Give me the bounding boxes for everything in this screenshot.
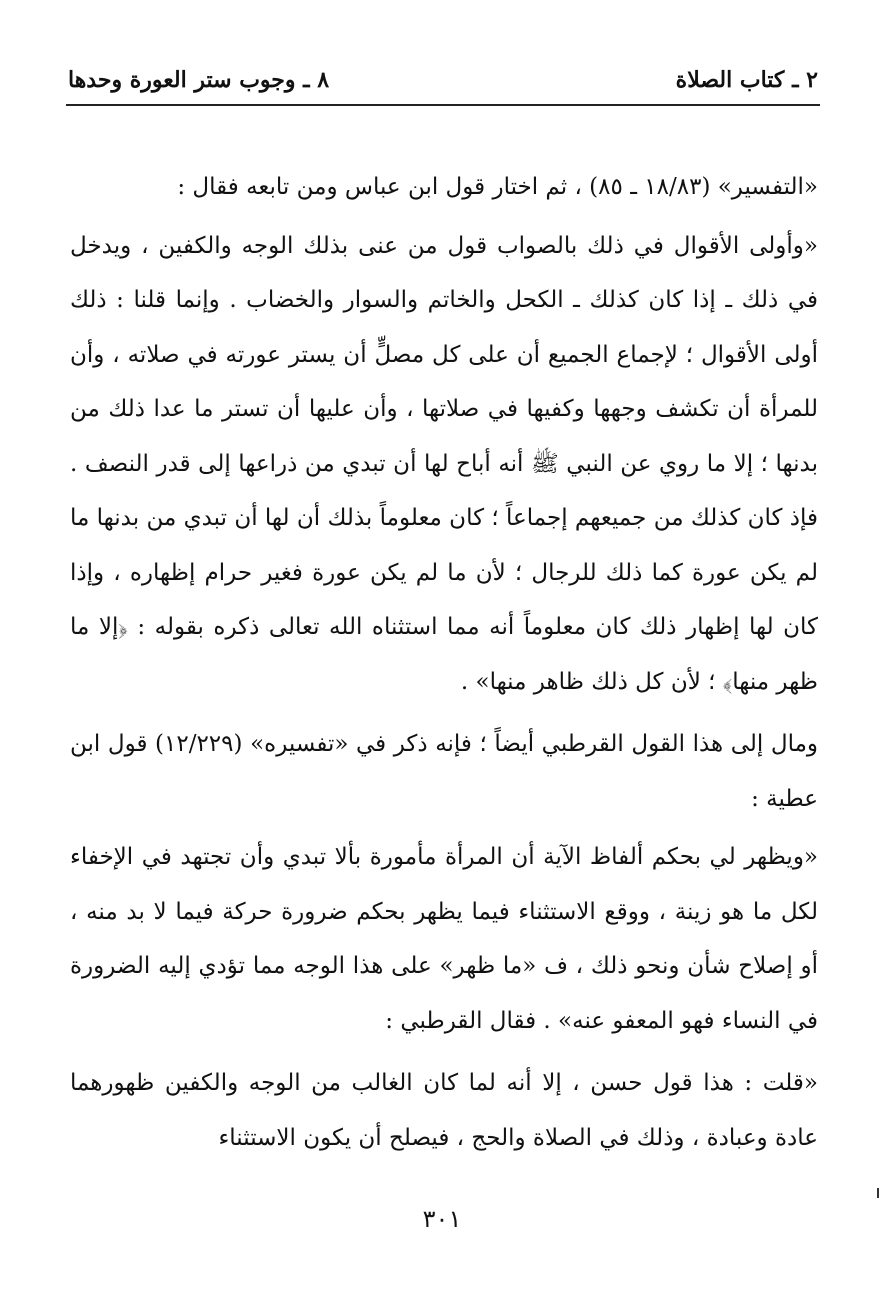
margin-mark [877, 1188, 879, 1198]
page-number: ٣٠١ [422, 1205, 462, 1233]
paragraph-1: «التفسير» (١٨/٨٣ ـ ٨٥) ، ثم اختار قول ابن عباس ومن تابعه فقال : [177, 174, 818, 200]
paragraph-5: «قلت : هذا قول حسن ، إلا أنه لما كان الغالب من الوجه والكفين ظهورهما عادة وعبادة ، وذلك في الصلاة والحج ، فيصلح أن يكون الاستثناء [70, 1070, 818, 1151]
paragraph-3: ومال إلى هذا القول القرطبي أيضاً ؛ فإنه ذكر في «تفسيره» (١٢/٢٢٩) قول ابن عطية : [70, 731, 819, 812]
section-title: ٨ ـ وجوب ستر العورة وحدها [68, 67, 330, 93]
paragraph-4: «ويظهر لي بحكم ألفاظ الآية أن المرأة مأمورة بألا تبدي وأن تجتهد في الإخفاء لكل ما هو زينة ، ووقع الاستثناء فيما يظهر بحكم ضرورة حركة فيما لا بد منه ، أو إصلاح شأن ونحو ذلك ، ف «ما ظهر» على هذا الوجه مما تؤدي إليه الضرورة في النساء فهو المعفو عنه» . فقال القرطبي : [70, 844, 818, 1034]
running-header [68, 62, 818, 98]
page-body [70, 160, 818, 1173]
paragraph-2: «وأولى الأقوال في ذلك بالصواب قول من عنى بذلك الوجه والكفين ، ويدخل في ذلك ـ إذا كان كذلك ـ الكحل والخاتم والسوار والخضاب . وإنما قلنا : ذلك أولى الأقوال ؛ لإجماع الجميع أن على كل مصلٍّ أن يستر عورته في صلاته ، وأن للمرأة أن تكشف وجهها وكفيها في صلاتها ، وأن عليها أن تستر ما عدا ذلك من بدنها ؛ إلا ما روي عن النبي ﷺ أنه أباح لها أن تبدي من ذراعها إلى قدر النصف . فإذ كان كذلك من جميعهم إجماعاً ؛ كان معلوماً بذلك أن لها أن تبدي من بدنها ما لم يكن عورة كما ذلك للرجال ؛ لأن ما لم يكن عورة فغير حرام إظهاره ، وإذا كان لها إظهار ذلك كان معلوماً أنه مما استثناه الله تعالى ذكره بقوله : ﴿إلا ما ظهر منها﴾ ؛ لأن كل ذلك ظاهر منها» . [70, 232, 818, 695]
header-divider [66, 104, 820, 106]
chapter-title: ٢ ـ كتاب الصلاة [675, 67, 818, 93]
